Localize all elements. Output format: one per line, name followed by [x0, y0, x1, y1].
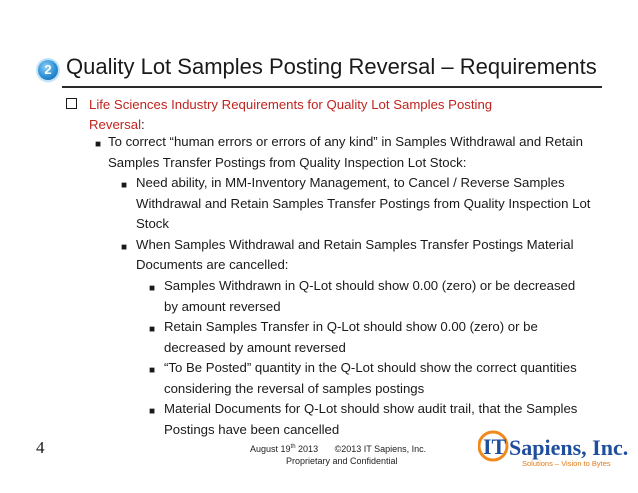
square-bullet-icon: ■	[149, 324, 156, 335]
square-bullet-icon: ■	[149, 283, 156, 294]
level3-text-cont: Documents are cancelled:	[136, 257, 289, 272]
level4-text-cont: Postings have been cancelled	[164, 422, 340, 437]
level3-text-cont: Stock	[136, 216, 169, 231]
square-bullet-icon: ■	[121, 180, 128, 191]
level2-text-cont: Samples Transfer Postings from Quality Inspection Lot Stock:	[108, 155, 467, 170]
level1-text-colon: :	[141, 117, 145, 132]
level4-text: Retain Samples Transfer in Q-Lot should show 0.00 (zero) or be	[164, 319, 538, 334]
footer-date	[250, 444, 318, 454]
level4-text: Material Documents for Q-Lot should show audit trail, that the Samples	[164, 401, 578, 416]
slide-title: Quality Lot Samples Posting Reversal – Requirements	[66, 54, 597, 79]
page-number: 4	[36, 438, 45, 457]
footer-date-year: 2013	[295, 444, 319, 454]
level4-text: “To Be Posted” quantity in the Q-Lot should show the correct quantities	[164, 360, 577, 375]
footer-text	[250, 441, 460, 467]
logo-brand-text: Sapiens, Inc.	[509, 435, 628, 460]
footer-line1	[250, 441, 460, 455]
level3-text: When Samples Withdrawal and Retain Samples Transfer Postings Material	[136, 237, 574, 252]
square-bullet-icon: ■	[149, 365, 156, 376]
level1-text-red: Reversal	[89, 117, 142, 132]
title-underline	[62, 86, 602, 88]
footer-copyright: ©2013 IT Sapiens, Inc.	[334, 444, 427, 454]
section-number-badge: 2	[38, 60, 58, 80]
square-bullet-icon: ■	[121, 242, 128, 253]
level1-text: Life Sciences Industry Requirements for Quality Lot Samples Posting	[89, 97, 493, 112]
level4-text-cont: by amount reversed	[164, 299, 281, 314]
it-sapiens-logo	[478, 428, 628, 468]
level2-text: To correct “human errors or errors of any kind” in Samples Withdrawal and Retain	[108, 134, 583, 149]
logo-tagline-text: Solutions – Vision to Bytes	[522, 459, 611, 468]
square-bullet-icon: ■	[95, 139, 102, 150]
footer-date-main: August 19	[250, 444, 291, 454]
checkbox-bullet-icon	[66, 98, 77, 109]
logo-it-text: IT	[483, 434, 507, 459]
level3-text: Need ability, in MM-Inventory Management, to Cancel / Reverse Samples	[136, 175, 565, 190]
level4-text-cont: considering the reversal of samples postings	[164, 381, 425, 396]
square-bullet-icon: ■	[149, 406, 156, 417]
level3-text-cont: Withdrawal and Retain Samples Transfer Postings from Quality Inspection Lot	[136, 196, 591, 211]
footer-confidential: Proprietary and Confidential	[286, 456, 398, 466]
level4-text-cont: decreased by amount reversed	[164, 340, 346, 355]
footer-date-sup: th	[290, 444, 296, 450]
level4-text: Samples Withdrawn in Q-Lot should show 0.00 (zero) or be decreased	[164, 278, 576, 293]
